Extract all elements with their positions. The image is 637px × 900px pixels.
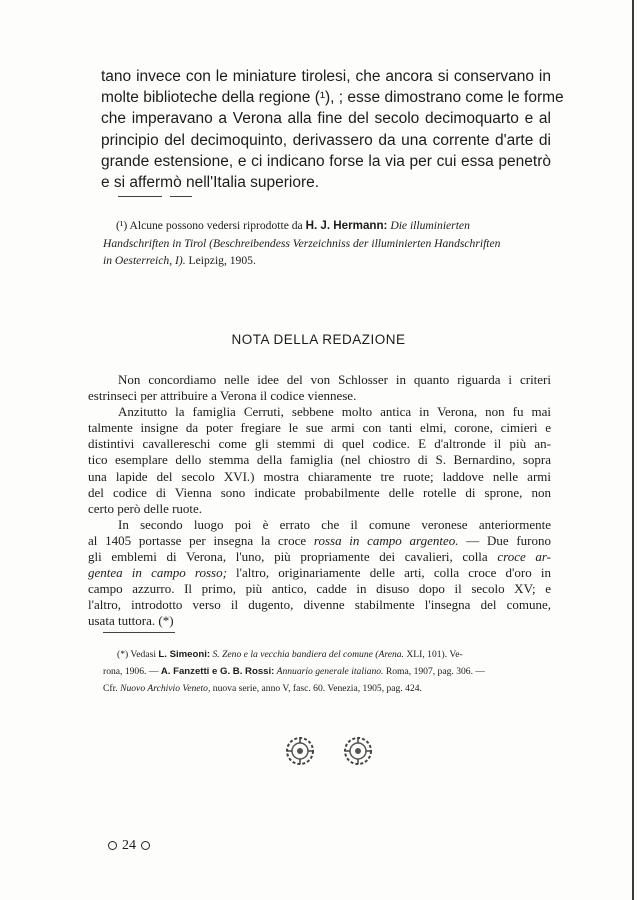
footnote-text: (*) Vedasi xyxy=(117,649,159,660)
text-segment: — Due furono xyxy=(458,532,552,548)
text-segment-italic: gentea in campo rosso; xyxy=(88,565,227,581)
note-body xyxy=(88,372,551,630)
text-line: una lapide del secolo XVI.) mostra chiaramente tre ruote; laddove nelle armi xyxy=(88,468,551,484)
intro-paragraph xyxy=(101,66,564,193)
footnote-2 xyxy=(103,646,551,697)
footnote-line xyxy=(103,663,551,680)
text-line: talmente insigne da poter fregiare le sue armi con tanti elmi, corone, cimieri e xyxy=(88,420,551,436)
text-line: che imperavano a Verona alla fine del secolo decimoquarto e al xyxy=(101,110,551,128)
footnote-title: in Oesterreich, I). xyxy=(103,254,186,267)
text-line: Anzitutto la famiglia Cerruti, sebbene molto antica in Verona, non fu mai xyxy=(118,404,551,420)
text-line: certo però delle ruote. xyxy=(88,500,203,516)
ornament-rosette-icon xyxy=(284,734,316,768)
text-segment: al 1405 portasse per insegna la croce xyxy=(88,532,314,548)
footnote-author: A. Fanzetti e G. B. Rossi: xyxy=(160,666,275,677)
footnote-title: Nuovo Archivio Veneto, xyxy=(120,683,211,694)
footnote-text: Alcune possono vedersi riprodotte da xyxy=(129,219,306,232)
page-number-text: 24 xyxy=(122,838,136,853)
text-line: usata tuttora. (*) xyxy=(88,613,174,629)
page-edge-line xyxy=(632,0,634,900)
separator-rule xyxy=(118,196,162,197)
text-line: grande estensione, e ci indicano forse la via per cui essa penetrò xyxy=(101,152,551,170)
footnote-text: XLI, 101). Ve- xyxy=(403,649,463,660)
footnote-1 xyxy=(103,217,551,270)
text-line xyxy=(88,533,551,549)
ornament-rosette-icon xyxy=(342,734,374,768)
text-line: tico esemplare dello stemma della famiglia (nel chiostro di S. Bernardino, sopra xyxy=(88,452,551,468)
footnote-line xyxy=(103,680,551,697)
text-line xyxy=(88,565,551,581)
footnote-place-year: Leipzig, 1905. xyxy=(188,254,256,267)
section-heading: NOTA DELLA REDAZIONE xyxy=(231,332,406,347)
text-line: principio del decimoquinto, derivassero da una corrente d'arte di xyxy=(101,131,551,149)
text-line: tano invece con le miniature tirolesi, che ancora si conservano in xyxy=(101,68,551,85)
text-line: estrinseci per attribuire a Verona il codice viennese. xyxy=(88,388,357,404)
footnote-text: nuova serie, anno V, fasc. 60. Venezia, 1905, pag. 424. xyxy=(210,683,422,694)
footnote-title: Die illuminierten xyxy=(390,219,470,232)
footnote-title: S. Zeno e la vecchia bandiera del comune (Arena. xyxy=(210,649,404,660)
text-line xyxy=(88,549,551,565)
footnote-marker: (¹) xyxy=(116,219,128,232)
text-segment-italic: rossa in campo argenteo. xyxy=(313,532,459,548)
page-number-left-circle-icon xyxy=(108,841,117,850)
footnote-title: Annuario generale italiano. xyxy=(274,666,384,677)
footnote-title: Handschriften in Tirol (Beschreibendess Verzeichniss der illuminierten Handschriften xyxy=(103,236,501,250)
separator-rule xyxy=(170,196,192,197)
footnote-text: Cfr. xyxy=(103,683,121,694)
separator-rule xyxy=(103,632,175,633)
footnote-line xyxy=(103,252,551,270)
text-line: campo azzurro. Il primo, più antico, cadde in disuso dopo il secolo XV; e xyxy=(88,581,551,597)
text-line: distintivi cavallereschi come gli stemmi di quel codice. E d'altronde il più an- xyxy=(88,436,551,452)
text-line: In secondo luogo poi è errato che il comune veronese anteriormente xyxy=(118,516,551,532)
text-line: Non concordiamo nelle idee del von Schlosser in quanto riguarda i criteri xyxy=(118,372,551,387)
text-line: l'altro, introdotto verso il dugento, divenne stabilmente l'insegna del comune, xyxy=(88,597,551,613)
page-number xyxy=(103,838,155,854)
text-line: del codice di Vienna sono indicate probabilmente delle rotelle di sprone, non xyxy=(88,484,551,500)
page-number-right-circle-icon xyxy=(141,841,150,850)
text-segment: l'altro, originariamente delle arti, colla croce d'oro in xyxy=(226,565,551,581)
text-line: e si affermò nell'Italia superiore. xyxy=(101,174,320,192)
text-line: molte biblioteche della regione (¹), ; esse dimostrano come le forme xyxy=(101,89,564,107)
footnote-line xyxy=(116,217,551,235)
footnote-author: L. Simeoni: xyxy=(158,649,211,660)
decorative-ornaments xyxy=(270,734,380,770)
footnote-text: rona, 1906. — xyxy=(103,666,161,677)
footnote-text: Roma, 1907, pag. 306. — xyxy=(383,666,485,677)
text-segment: gli emblemi di Verona, l'uno, più propriamente dei cavalieri, colla xyxy=(88,549,498,565)
text-segment-italic: croce ar- xyxy=(497,549,552,565)
footnote-author: H. J. Hermann: xyxy=(305,219,388,232)
footnote-line xyxy=(103,646,551,663)
